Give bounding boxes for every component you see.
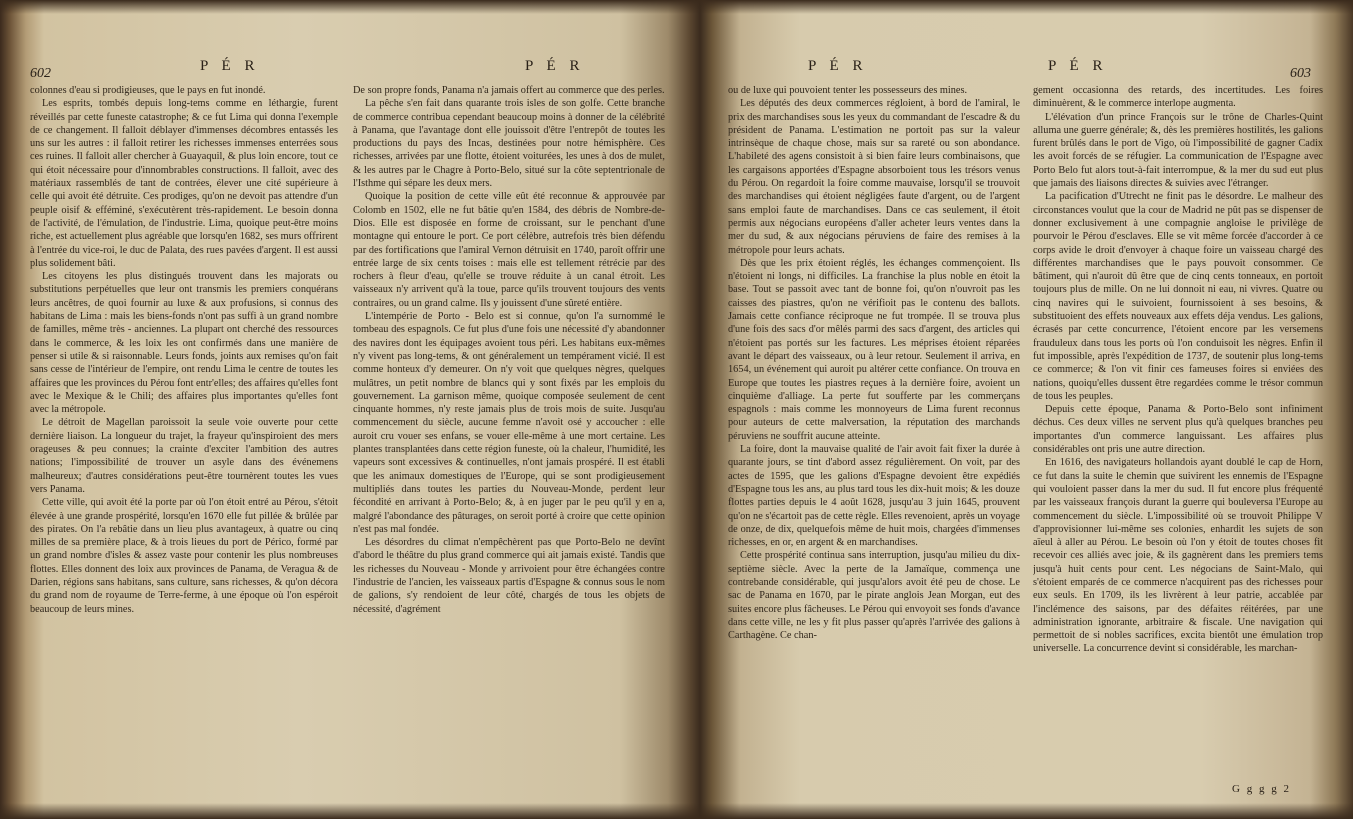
paragraph: L'intempérie de Porto - Belo est si connue, qu'on l'a surnommé le tombeau des espagnols. Ce fut plus d'une fois une nécessité d'y abandonner des navires dont les équipages avoient tous péri. Les habitans eux-mêmes n'y vivent pas long-tems, & ont généralement un tempérament vicié. Il est comme honteux d'y demeurer. On n'y voit que quelques nègres, quelques mulâtres, un petit nombre de blancs qui y sont fixés par les emplois du gouvernement. La garnison même, quoique composée seulement de cent cinquante hommes, n'y reste jamais plus de trois mois de suite. Jusqu'au commencement du siècle, aucune femme n'avoit osé y accoucher : elle auroit cru vouer ses enfans, se vouer elle-même à une mort certaine. Les plantes transplantées dans cette région funeste, où la chaleur, l'humidité, les vapeurs sont excessives & continuelles, n'ont jamais prospéré. Il est établi que les animaux domestiques de l'Europe, qui se sont prodigieusement multipliés dans toutes les parties du Nouveau-Monde, perdent leur fécondité en arrivant à Porto-Belo; &, à en juger par le peu qu'il y en a, malgré l'abondance des pâturages, on seroit porté à croire que cette opinion n'est pas mal fondée.	[353, 311, 665, 535]
paragraph: Les citoyens les plus distingués trouvent dans les majorats ou substitutions perpétuelles que leur ont transmis les premiers conquérans leurs ancêtres, de quoi fournir au luxe & aux profusions, si connus des habitans de Lima : mais les biens-fonds n'ont pas suffi à un grand nombre de familles, même très - anciennes. La plupart ont cherché des ressources dans le commerce, & les loix les ont confirmés dans une manière de penser si utile & si raisonnable. Leurs fonds, joints aux remises qu'on fait sans cesse de l'intérieur de l'empire, ont rendu Lima le centre de toutes les affaires que les provinces du Pérou font entr'elles; des affaires qu'elles font avec le Mexique & le Chili; des affaires plus importantes qu'elles font avec la métropole.	[30, 271, 338, 416]
paragraph: Cette ville, qui avoit été la porte par où l'on étoit entré au Pérou, s'étoit élevée à une grande prospérité, lorsqu'en 1670 elle fut pillée & brûlée par des pirates. On l'a rebâtie dans un lieu plus avantageux, à quatre ou cinq milles de sa première place, & à trois lieues du port de Périco, formé par un grand nombre d'isles & assez vaste pour contenir les plus nombreuses flottes. Elles donnent des loix aux provinces de Panama, de Veragua & de Darien, régions sans habitans, sans culture, sans richesses, & qu'on décora du grand nom de royaume de Terre-ferme, à une époque où l'on espéroit beaucoup de leurs mines.	[30, 497, 338, 615]
right-page-column-1	[728, 84, 1020, 796]
paragraph: Les désordres du climat n'empêchèrent pas que Porto-Belo ne devînt d'abord le théâtre du plus grand commerce qui ait jamais existé. Tandis que les richesses du Nouveau - Monde y arrivoient pour être échangées contre l'industrie de l'ancien, les vaisseaux partis d'Espagne & connus sous le nom de galions, s'y rendoient de leur côté, chargés de tous les objets de nécessité, d'agrément	[353, 537, 665, 615]
bottom-edge-shadow	[0, 803, 1353, 819]
paragraph: En 1616, des navigateurs hollandois ayant doublé le cap de Horn, ce fut dans la suite le chemin que suivirent les ennemis de l'Espagne qui vouloient passer dans la mer du sud. Il fut encore plus fréquenté par les vaisseaux françois durant la guerre qui bouleversa l'Europe au commencement du siècle. L'impossibilité où se trouvoit Philippe V d'approvisionner lui-même ses colonies, enhardit les sujets de son aïeul à aller au Pérou. Le besoin où l'on y étoit de toutes choses fit recevoir ces alliés avec joie, & ils gagnèrent dans les premiers tems jusqu'à huit cents pour cent. Les négocians de Saint-Malo, qui s'étoient emparés de ce commerce n'acquirent pas des richesses pour eux seuls. En 1709, ils les livrèrent à leur patrie, accablée par l'inclémence des saisons, par des défaites réitérées, par une administration ignorante, arbitraire & fiscale. Une navigation qui permettoit de si nobles sacrifices, excita bientôt une émulation trop universelle. La concurrence devint si considérable, les marchan-	[1033, 457, 1323, 655]
paragraph: Les esprits, tombés depuis long-tems comme en léthargie, furent réveillés par cette funeste catastrophe; & ce fut Lima qui donna l'exemple de ce changement. Il falloit déblayer d'immenses décombres entassés les uns sur les autres : il falloit retirer les richesses immenses enterrées sous ces ruines. Il falloit aller chercher à Guayaquil, & plus loin encore, tout ce qui étoit nécessaire pour d'innombrables constructions. Il falloit, avec des matériaux rassemblés de tant de contrées, élever une cité supérieure à celle qui avoit été détruite. Ces prodiges, qu'on ne devoit pas attendre d'un peuple oisif & efféminé, s'exécutèrent très-rapidement. Le besoin donna de l'activité, de l'émulation, de l'industrie. Lima, quoique peut-être moins riche, est actuellement plus agréable que lorsqu'en 1682, ses murs offrirent à l'entrée du vice-roi, le duc de Palata, des rues pavées d'argent. Il est aussi plus solidement bâti.	[30, 98, 338, 269]
left-header-right: P É R	[525, 58, 585, 74]
left-page-number: 602	[30, 66, 51, 81]
paragraph: Le détroit de Magellan paroissoit la seule voie ouverte pour cette dernière liaison. La longueur du trajet, la frayeur qu'inspiroient des mers orageuses & peu connues; la crainte d'exciter l'ambition des autres nations; l'impossibilité de trouver un asyle dans des événemens malheureux; d'autres considérations peut-être tournèrent toutes les vues vers Panama.	[30, 417, 338, 495]
signature-mark: G g g g 2	[1232, 783, 1291, 795]
right-header-right: P É R	[1048, 58, 1108, 74]
top-edge-shadow	[0, 0, 1353, 14]
paragraph: La pacification d'Utrecht ne finit pas le désordre. Le malheur des circonstances voulut que la cour de Madrid ne pût pas se dispenser de donner exclusivement à une compagnie angloise le privilège de pourvoir le Pérou d'esclaves. Elle se vit même forcée d'accorder à ce corps avide le droit d'envoyer à chaque foire un vaisseau chargé des différentes marchandises que le pays pouvoit consommer. Ce bâtiment, qui n'auroit dû être que de cinq cents tonneaux, en portoit toujours plus de mille. On ne lui donnoit ni eau, ni vivres. Quatre ou cinq navires qui le suivoient, fournissoient à ses besoins, & substituoient des effets nouveaux aux effets déja vendus. Les galions, écrasés par cette concurrence, l'étoient encore par les versemens frauduleux dans tous les ports où l'on conduisoit les nègres. Enfin il fut impossible, après l'expédition de 1737, de soutenir plus long-tems ce commerce; & l'on vit finir ces fameuses foires si enviées des nations, quoiqu'elles dussent être regardées comme le trésor commun de tous les peuples.	[1033, 191, 1323, 402]
paragraph: Cette prospérité continua sans interruption, jusqu'au milieu du dix-septième siècle. Avec la perte de la Jamaïque, commença une contrebande considérable, qui jusqu'alors avoit été peu de chose. Le sac de Panama en 1670, par le pirate anglois Jean Morgan, eut des suites encore plus fâcheuses. Le Pérou qui envoyoit ses fonds d'avance dans cette ville, ne les y fit plus passer qu'après l'arrivée des galions à Carthagène. Ce chan-	[728, 550, 1020, 642]
paragraph: La foire, dont la mauvaise qualité de l'air avoit fait fixer la durée à quarante jours, se tint d'abord assez régulièrement. On voit, par des actes de 1595, que les galions d'Espagne devoient être expédiés d'Espagne tous les ans, au plus tard tous les dix-huit mois; & les douze flottes parties depuis le 4 août 1628, jusqu'au 3 juin 1645, prouvent qu'on ne s'écartoit pas de cette règle. Elles revenoient, après un voyage de onze, de dix, quelquefois même de huit mois, chargées d'immenses richesses, en or, en argent & en marchandises.	[728, 444, 1020, 549]
paragraph: Les députés des deux commerces régloient, à bord de l'amiral, le prix des marchandises sous les yeux du commandant de l'escadre & du président de Panama. L'estimation ne portoit pas sur la valeur intrinsèque de chaque chose, mais sur sa rareté ou son abondance. L'habileté des agens consistoit à si bien faire leurs combinaisons, que les cargaisons apportées d'Espagne absorboient tous les trésors venus du Pérou. On regardoit la foire comme mauvaise, lorsqu'il se trouvoit des marchandises qui étoient négligées faute d'argent, ou de l'argent sans emploi faute de marchandises. Dans ce cas seulement, il étoit permis aux négocians européens d'aller acheter leurs ventes dans la mer du sud, & aux négocians péruviens de faire des remises à la métropole pour leurs achats.	[728, 98, 1020, 256]
paragraph: Depuis cette époque, Panama & Porto-Belo sont infiniment déchus. Ces deux villes ne servent plus qu'à quelques branches peu importantes d'un commerce languissant. Les affaires plus considérables ont pris une autre direction.	[1033, 404, 1323, 456]
paragraph: La pêche s'en fait dans quarante trois isles de son golfe. Cette branche de commerce contribua cependant beaucoup moins à donner de la célébrité à Panama, que l'avantage dont elle jouissoit d'être l'entrepôt de toutes les productions du pays des Incas, destinées pour notre hémisphère. Ces richesses, arrivées par une flotte, étoient voiturées, les unes à dos de mulet, & les autres par le Chagre à Porto-Belo, situé sur la côte septentrionale de l'Isthme qui sépare les deux mers.	[353, 98, 665, 190]
left-header-left: P É R	[200, 58, 260, 74]
right-page-number: 603	[1290, 66, 1311, 81]
right-header-left: P É R	[808, 58, 868, 74]
left-page-column-1	[30, 84, 338, 796]
paragraph: colonnes d'eau si prodigieuses, que le pays en fut inondé.	[30, 85, 266, 96]
paragraph: ou de luxe qui pouvoient tenter les possesseurs des mines.	[728, 85, 968, 96]
paragraph: Dès que les prix étoient réglés, les échanges commençoient. Ils n'étoient ni longs, ni difficiles. La franchise la plus noble en étoit la base. Tout se passoit avec tant de bonne foi, qu'on n'ouvroit pas les caisses des piastres, qu'on ne vérifioit pas le contenu des ballots. Jamais cette confiance réciproque ne fut trompée. Il se trouva plus d'une fois des sacs d'or mêlés parmi des sacs d'argent, des articles qui n'étoient pas portés sur les factures. Les méprises étoient réparées avant le départ des vaisseaux, ou à leur retour. Seulement il arriva, en 1654, un événement qui auroit pu altérer cette confiance. On trouva en Europe que toutes les piastres reçues à la dernière foire, avoient un cinquième d'alliage. La perte fut soufferte par les commerçans espagnols : mais comme les monnoyeurs de Lima furent reconnus pour auteurs de cette malversation, la réputation des marchands péruviens ne souffrit aucune atteinte.	[728, 257, 1020, 442]
paragraph: L'élévation d'un prince François sur le trône de Charles-Quint alluma une guerre générale; &, dès les premières hostilités, les galions furent brûlés dans le port de Vigo, où l'impossibilité de gagner Cadix les avoit forcés de se réfugier. La communication de l'Espagne avec Porto Belo fut alors tout-à-fait interrompue, & la mer du sud eut plus que jamais des liaisons directes & suivies avec l'étranger.	[1033, 111, 1323, 190]
paragraph: gement occasionna des retards, des incertitudes. Les foires diminuèrent, & le commerce interlope augmenta.	[1033, 85, 1323, 110]
paragraph: De son propre fonds, Panama n'a jamais offert au commerce que des perles.	[353, 85, 665, 96]
left-page-column-2	[353, 84, 665, 796]
paragraph: Quoique la position de cette ville eût été reconnue & approuvée par Colomb en 1502, elle ne fut bâtie qu'en 1584, des débris de Nombre-de-Dios. Elle est disposée en forme de croissant, sur le penchant d'une montagne qui entoure le port. Ce port célèbre, autrefois très bien défendu par des fortifications que l'amiral Vernon détruisit en 1740, paroît offrir une entrée large de six cents toises : mais elle est tellement rétrécie par des rochers à fleur d'eau, qu'elle se trouve réduite à un canal étroit. Les vaisseaux n'y arrivent qu'à la toue, parce qu'ils trouvent toujours des vents contraires, ou un grand calme. Ils y jouissent d'une sûreté entière.	[353, 191, 665, 309]
right-page-column-2	[1033, 84, 1323, 779]
